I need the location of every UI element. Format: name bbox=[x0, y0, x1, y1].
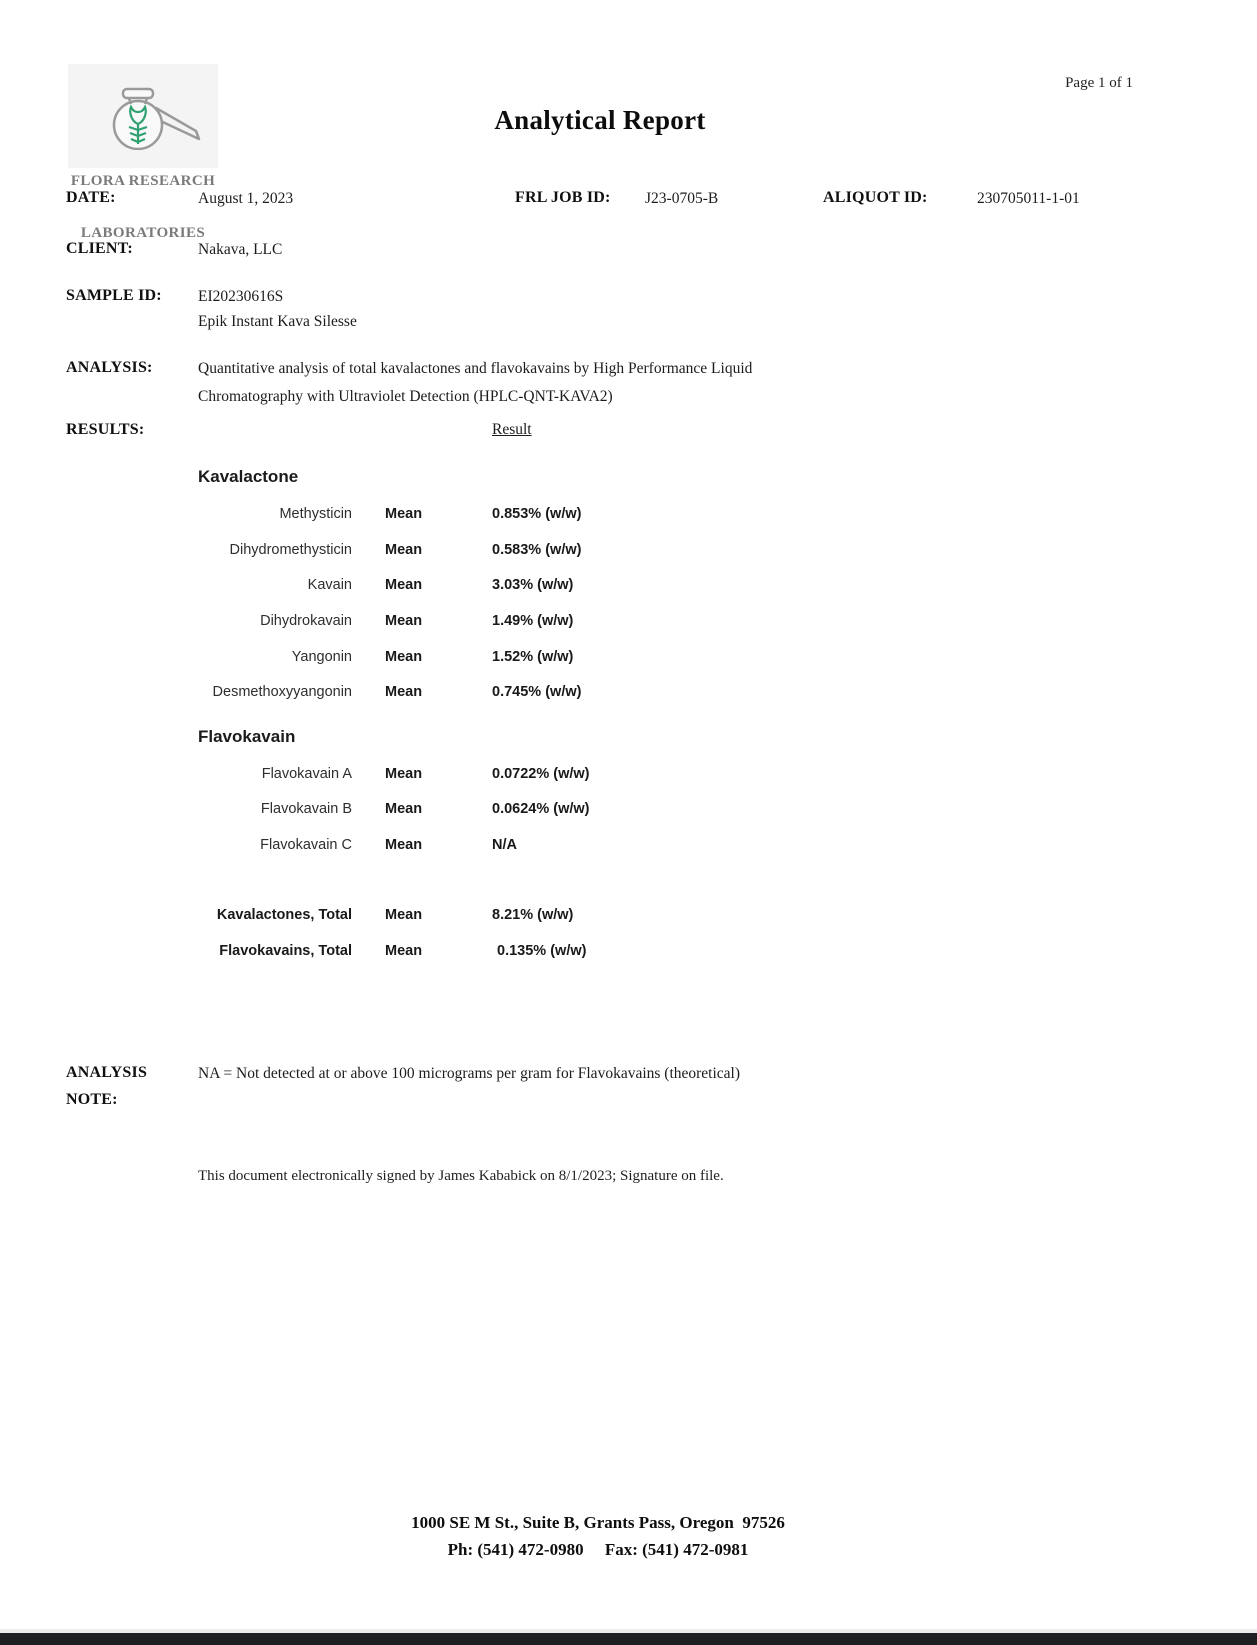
analyte-name: Dihydrokavain bbox=[260, 613, 352, 629]
section-heading-kavalactone: Kavalactone bbox=[198, 467, 299, 486]
result-column-header: Result bbox=[492, 421, 532, 438]
logo-name-line1: FLORA RESEARCH bbox=[70, 173, 216, 189]
sample-id-label: SAMPLE ID: bbox=[66, 287, 162, 304]
sample-name: Epik Instant Kava Silesse bbox=[198, 313, 357, 330]
electronic-signature-statement: This document electronically signed by James Kababick on 8/1/2023; Signature on file. bbox=[198, 1168, 724, 1184]
result-value: 8.21% (w/w) bbox=[492, 907, 574, 923]
stat-label: Mean bbox=[385, 766, 423, 782]
table-row bbox=[0, 683, 760, 703]
client-label: CLIENT: bbox=[66, 240, 133, 257]
client-value: Nakava, LLC bbox=[198, 241, 283, 258]
stat-label: Mean bbox=[385, 506, 423, 522]
bottom-taskbar bbox=[0, 1633, 1257, 1645]
page-title: Analytical Report bbox=[494, 105, 706, 135]
results-label: RESULTS: bbox=[66, 421, 145, 438]
analysis-description-line1: Quantitative analysis of total kavalactones and flavokavains by High Performance Liquid bbox=[198, 360, 753, 377]
analysis-description-line2: Chromatography with Ultraviolet Detection (HPLC-QNT-KAVA2) bbox=[198, 388, 613, 405]
result-value: 0.135% (w/w) bbox=[497, 943, 587, 959]
analyte-name: Yangonin bbox=[291, 649, 352, 665]
analysis-label: ANALYSIS: bbox=[66, 359, 153, 376]
result-value: 1.49% (w/w) bbox=[492, 613, 574, 629]
table-row bbox=[0, 836, 760, 856]
footer-address: 1000 SE M St., Suite B, Grants Pass, Oregon 97526 bbox=[411, 1513, 785, 1532]
result-value: 0.853% (w/w) bbox=[492, 506, 582, 522]
sample-id-value: EI20230616S bbox=[198, 288, 284, 305]
analyte-name: Kavain bbox=[307, 577, 352, 593]
table-row-total bbox=[0, 906, 760, 926]
date-label: DATE: bbox=[66, 189, 116, 206]
result-value: 0.745% (w/w) bbox=[492, 684, 582, 700]
result-value: 0.583% (w/w) bbox=[492, 542, 582, 558]
page-indicator: Page 1 of 1 bbox=[1065, 75, 1133, 91]
table-row bbox=[0, 765, 760, 785]
result-value: 0.0722% (w/w) bbox=[492, 766, 590, 782]
stat-label: Mean bbox=[385, 684, 423, 700]
frl-job-id-label: FRL JOB ID: bbox=[515, 189, 611, 206]
table-row bbox=[0, 541, 760, 561]
analyte-name: Flavokavain B bbox=[260, 801, 352, 817]
stat-label: Mean bbox=[385, 837, 423, 853]
aliquot-id-value: 230705011-1-01 bbox=[977, 190, 1080, 207]
analyte-name: Dihydromethysticin bbox=[229, 542, 352, 558]
table-row-total bbox=[0, 942, 760, 962]
analysis-note-text: NA = Not detected at or above 100 micrograms per gram for Flavokavains (theoretical) bbox=[198, 1065, 741, 1082]
result-value: 0.0624% (w/w) bbox=[492, 801, 590, 817]
aliquot-id-label: ALIQUOT ID: bbox=[823, 189, 928, 206]
stat-label: Mean bbox=[385, 801, 423, 817]
analysis-note-label-line2: NOTE: bbox=[66, 1091, 118, 1108]
stat-label: Mean bbox=[385, 613, 423, 629]
logo-name-line2: LABORATORIES bbox=[80, 225, 206, 241]
stat-label: Mean bbox=[385, 649, 423, 665]
result-value: N/A bbox=[492, 837, 517, 853]
footer-phone-fax: Ph: (541) 472-0980 Fax: (541) 472-0981 bbox=[447, 1540, 749, 1559]
table-row bbox=[0, 505, 760, 525]
frl-job-id-value: J23-0705-B bbox=[645, 190, 719, 207]
analyte-name: Flavokavains, Total bbox=[219, 943, 352, 959]
stat-label: Mean bbox=[385, 542, 423, 558]
section-heading-flavokavain: Flavokavain bbox=[198, 727, 296, 746]
result-value: 3.03% (w/w) bbox=[492, 577, 574, 593]
analyte-name: Flavokavain C bbox=[260, 837, 352, 853]
result-value: 1.52% (w/w) bbox=[492, 649, 574, 665]
table-row bbox=[0, 576, 760, 596]
analyte-name: Kavalactones, Total bbox=[216, 907, 352, 923]
analyte-name: Methysticin bbox=[279, 506, 352, 522]
date-value: August 1, 2023 bbox=[198, 190, 294, 207]
table-row bbox=[0, 612, 760, 632]
analyte-name: Flavokavain A bbox=[261, 766, 352, 782]
stat-label: Mean bbox=[385, 907, 423, 923]
stat-label: Mean bbox=[385, 943, 423, 959]
table-row bbox=[0, 648, 760, 668]
analyte-name: Desmethoxyyangonin bbox=[212, 684, 352, 700]
table-row bbox=[0, 800, 760, 820]
analysis-note-label-line1: ANALYSIS bbox=[66, 1064, 148, 1081]
stat-label: Mean bbox=[385, 577, 423, 593]
